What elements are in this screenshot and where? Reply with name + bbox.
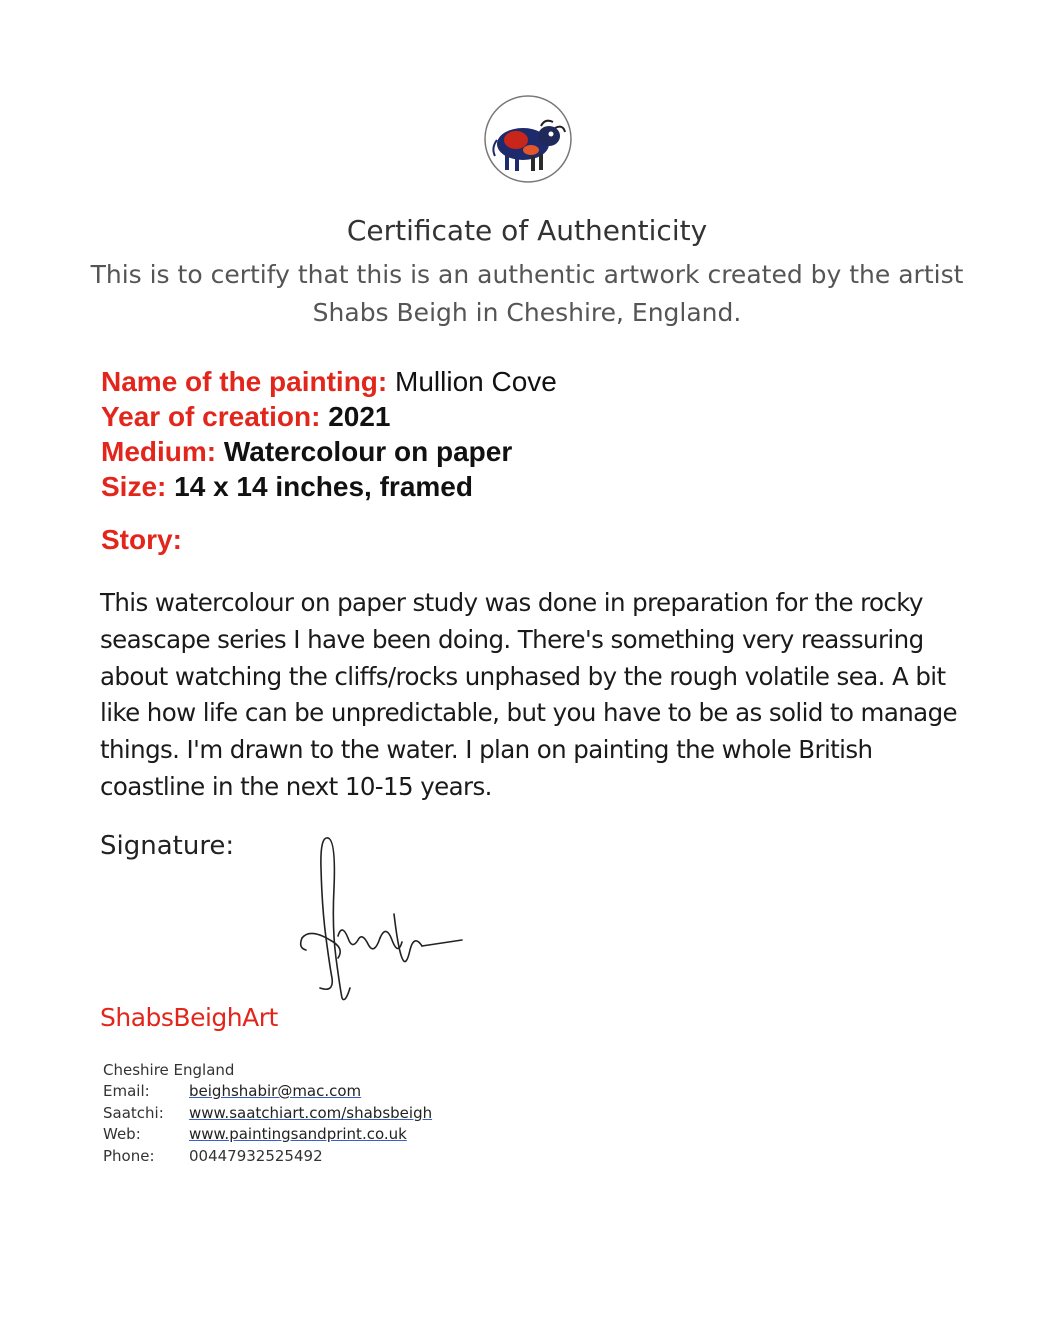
brand-name: ShabsBeighArt [100, 1003, 278, 1032]
year-label: Year of creation: [101, 401, 321, 432]
year-row [101, 399, 557, 434]
saatchi-row [103, 1103, 432, 1125]
medium-label: Medium: [101, 436, 217, 467]
painting-name-label: Name of the painting: [101, 366, 388, 397]
size-label: Size: [101, 471, 167, 502]
email-row [103, 1081, 432, 1103]
certificate-subtitle: This is to certify that this is an authentic artwork created by the artist Shabs Beigh in Cheshire, England. [90, 260, 964, 327]
contact-block [103, 1060, 432, 1167]
painting-name-row [101, 364, 557, 399]
signature-label: Signature: [100, 831, 235, 861]
phone-row [103, 1146, 432, 1168]
saatchi-link[interactable]: www.saatchiart.com/shabsbeigh [189, 1103, 433, 1122]
medium-row [101, 434, 557, 469]
year-value: 2021 [328, 401, 391, 432]
web-label: Web: [103, 1125, 141, 1143]
certificate-title: Certificate of Authenticity [346, 214, 708, 247]
web-row [103, 1124, 432, 1146]
web-link[interactable]: www.paintingsandprint.co.uk [189, 1125, 407, 1143]
story-label: Story: [101, 524, 182, 555]
size-value: 14 x 14 inches, framed [174, 471, 473, 502]
story-text: This watercolour on paper study was done in preparation for the rocky seascape series I have been doing. There's something very reassuring about watching the cliffs/rocks unphased by the rough volatile sea. A bit like how life can be unpredictable, but you have to be as solid to manage things. I'm drawn to the water. I plan on painting the whole British coastline in the next 10-15 years. [100, 588, 957, 801]
phone-value: 00447932525492 [189, 1146, 323, 1165]
signature-image [290, 828, 480, 1008]
artwork-details [101, 364, 557, 504]
painting-name-value: Mullion Cove [395, 366, 557, 397]
bull-logo-icon [483, 94, 573, 184]
email-label: Email: [103, 1082, 150, 1100]
phone-label: Phone: [103, 1146, 155, 1165]
saatchi-label: Saatchi: [103, 1103, 164, 1122]
contact-location: Cheshire England [103, 1061, 235, 1079]
medium-value: Watercolour on paper [223, 436, 513, 467]
email-link[interactable]: beighshabir@mac.com [189, 1082, 362, 1100]
size-row [101, 469, 557, 504]
